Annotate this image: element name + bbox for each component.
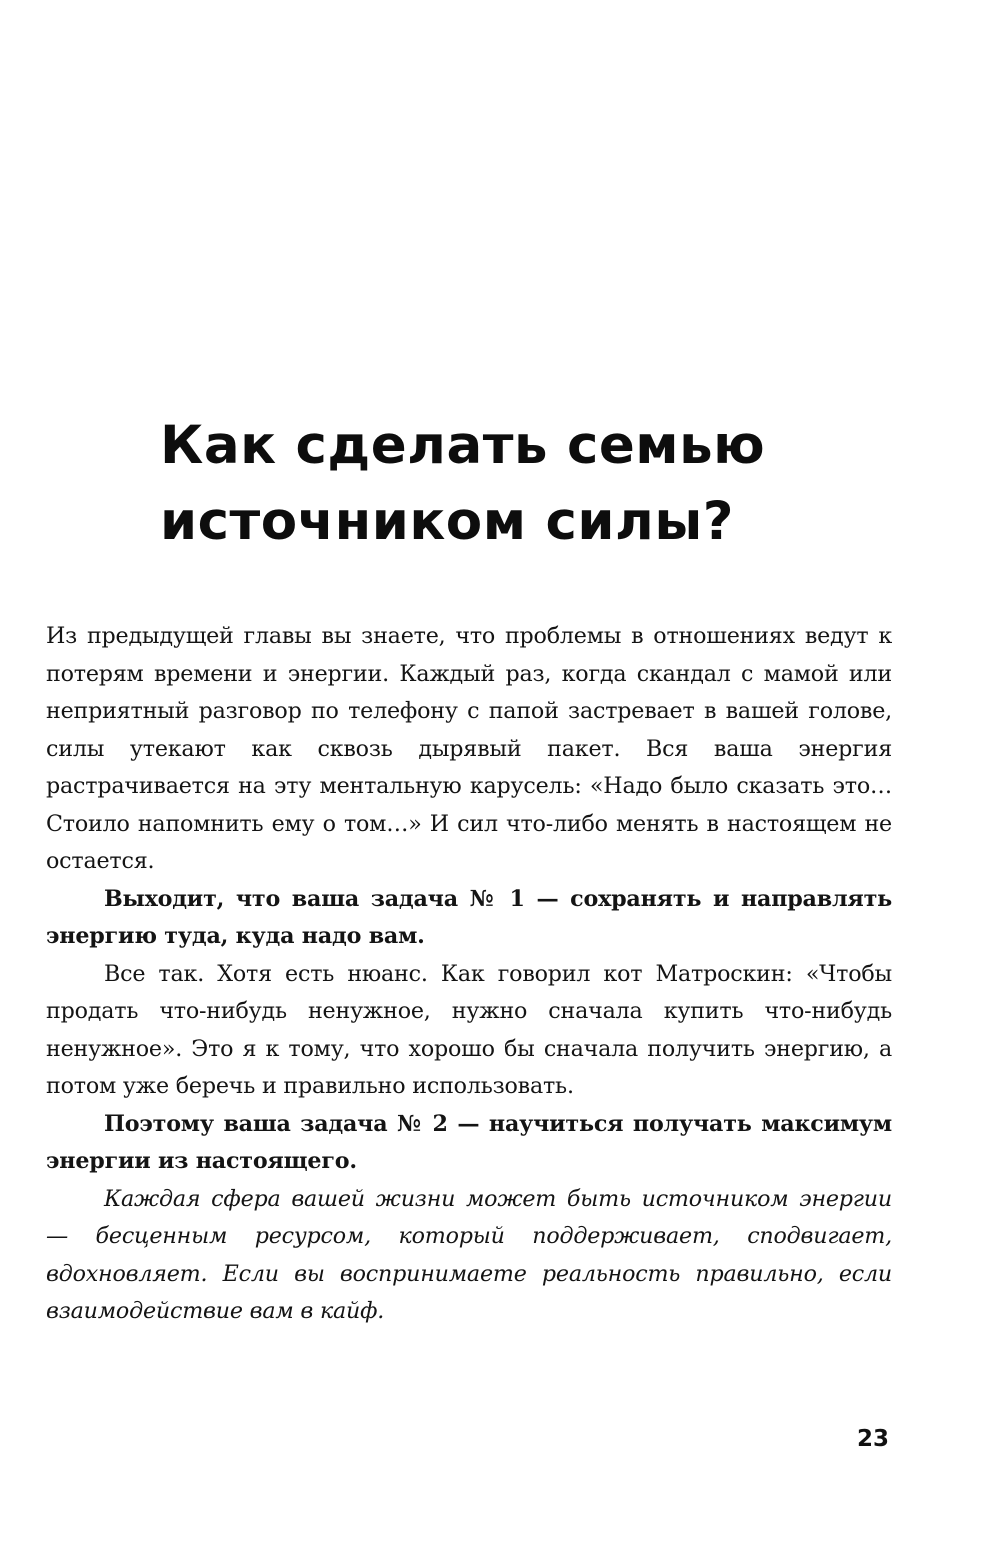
paragraph-task-1: Выходит, что ваша задача № 1 — сохранять и направлять энергию туда, куда надо вам. [46, 885, 892, 949]
body-text [46, 618, 892, 1331]
chapter-title-line-1: Как сделать семью [160, 415, 766, 476]
paragraph-energy-source: Каждая сфера вашей жизни может быть источником энергии — бесценным ресурсом, который поддерживает, сподвигает, вдохновляет. Если вы воспринимаете реальность правильно, если взаимодействие вам в кайф. [46, 1185, 892, 1324]
paragraph-intro: Из предыдущей главы вы знаете, что проблемы в отношениях ведут к потерям времени и энергии. Каждый раз, когда скандал с мамой или неприятный разговор по телефону с папой застревает в вашей голове, силы утекают как сквозь дырявый пакет. Вся ваша энергия растрачивается на эту ментальную карусель: «Надо было сказать это… Стоило напомнить ему о том…» И сил что-либо менять в настоящем не остается. [46, 623, 892, 874]
paragraph-task-2: Поэтому ваша задача № 2 — научиться получать максимум энергии из настоящего. [46, 1110, 892, 1174]
paragraph-nuance: Все так. Хотя есть нюанс. Как говорил кот Матроскин: «Чтобы продать что-нибудь ненужное, нужно сначала купить что-нибудь ненужное». Это я к тому, что хорошо бы сначала получить энергию, а потом уже беречь и правильно использовать. [46, 960, 892, 1099]
page-number: 23 [856, 1426, 889, 1452]
chapter-title [160, 408, 860, 560]
chapter-title-line-2: источником силы? [160, 491, 735, 552]
